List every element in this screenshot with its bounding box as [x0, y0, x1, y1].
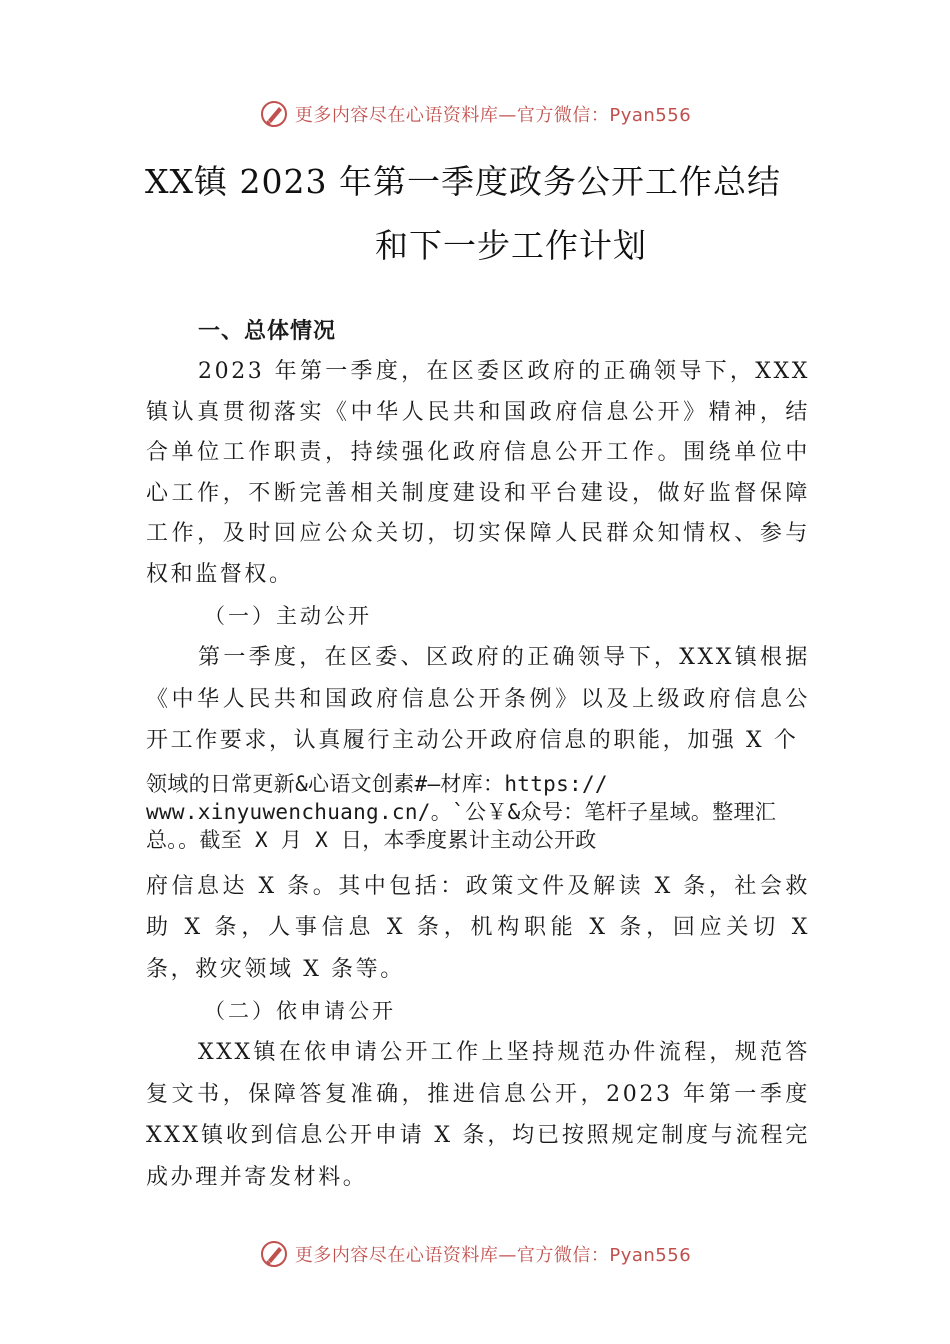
embedded-watermark-line-2: www.xinyuwenchuang.cn/。`公￥&众号：笔杆子星域。整理汇 [146, 799, 777, 824]
watermark-text: 更多内容尽在心语资料库—官方微信：Pyan556 [294, 1245, 692, 1266]
watermark-footer [0, 1236, 950, 1272]
watermark-header [0, 96, 950, 132]
subsection-heading-request-disclosure: （二）依申请公开 [204, 999, 396, 1023]
pen-seal-logo-icon [259, 1239, 289, 1269]
embedded-watermark-line-1: 领域的日常更新&心语文创素#—材库：https:// [146, 771, 608, 796]
document-title-line1: XX镇 2023 年第一季度政务公开工作总结 [145, 162, 781, 201]
paragraph-active-disclosure-b: 府信息达 X 条。其中包括：政策文件及解读 X 条，社会救助 X 条，人事信息 X 条，机构职能 X 条，回应关切 X 条，救灾领域 X 条等。 [146, 873, 810, 982]
paragraph-overview: 2023 年第一季度，在区委区政府的正确领导下，XXX镇认真贯彻落实《中华人民共和国政府信息公开》精神，结合单位工作职责，持续强化政府信息公开工作。围绕单位中心工作，不断完善相关制度建设和平台建设，做好监督保障工作，及时回应公众关切，切实保障人民群众知情权、参与权和监督权。 [146, 359, 810, 587]
document-body [146, 312, 810, 1198]
watermark-text: 更多内容尽在心语资料库—官方微信：Pyan556 [294, 105, 692, 126]
embedded-watermark-line-3: 总。。截至 X 月 X 日，本季度累计主动公开政 [146, 827, 597, 852]
pen-seal-logo-icon [259, 99, 289, 129]
paragraph-active-disclosure-a: 第一季度，在区委、区政府的正确领导下，XXX镇根据《中华人民共和国政府信息公开条例》以及上级政府信息公开工作要求，认真履行主动公开政府信息的职能，加强 X 个 [146, 645, 810, 753]
paragraph-request-disclosure: XXX镇在依申请公开工作上坚持规范办件流程，规范答复文书，保障答复准确，推进信息公开，2023 年第一季度XXX镇收到信息公开申请 X 条，均已按照规定制度与流程完成办理并寄发材料。 [146, 1040, 810, 1190]
document-title-line2: 和下一步工作计划 [375, 226, 647, 265]
subsection-heading-active-disclosure: （一）主动公开 [204, 604, 372, 628]
section-heading-overview: 一、总体情况 [198, 319, 337, 344]
